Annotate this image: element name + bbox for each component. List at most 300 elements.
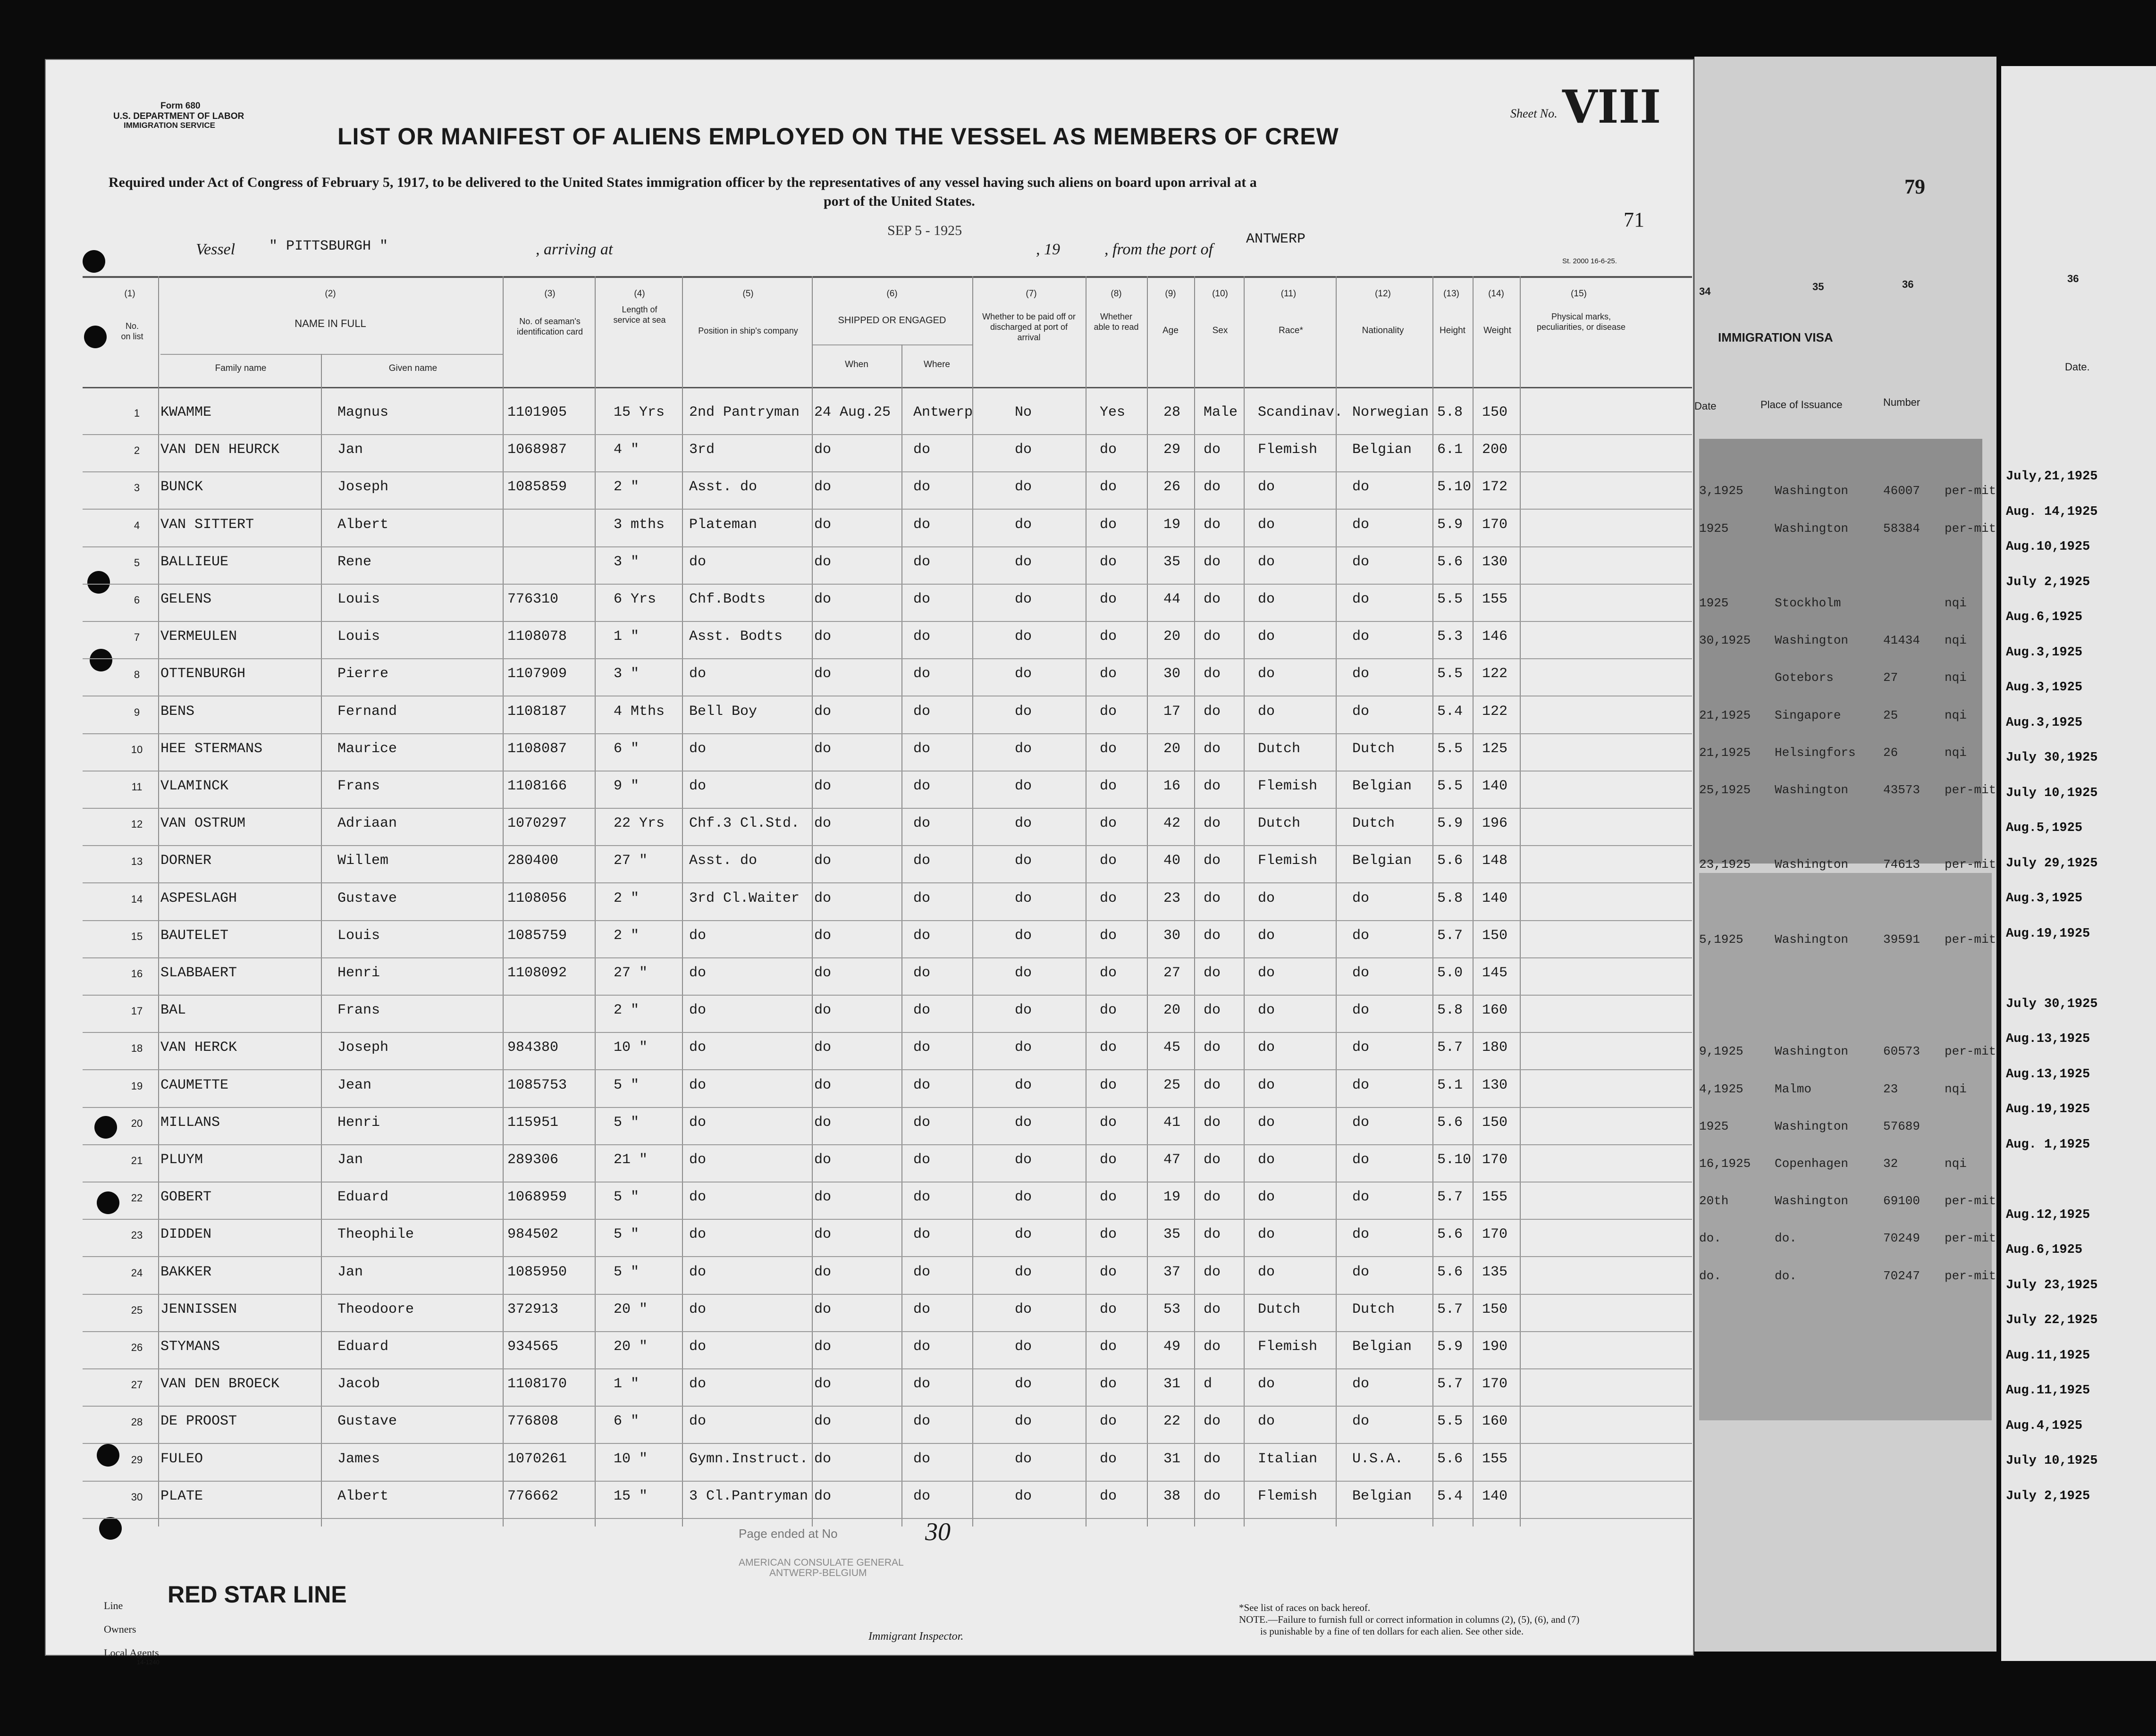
shipped-when: do: [814, 1077, 832, 1093]
shipped-when: do: [814, 1002, 832, 1019]
paid-off: do: [1015, 479, 1032, 495]
visa-check-date: July 30,1925: [2006, 751, 2098, 765]
height: 6.1: [1437, 442, 1463, 458]
visa-date: 16,1925: [1699, 1157, 1751, 1171]
weight: 190: [1482, 1339, 1508, 1355]
age: 31: [1163, 1451, 1181, 1467]
position: do: [689, 1114, 707, 1131]
visa-place: Washington: [1775, 783, 1849, 797]
row-rule: [83, 845, 1692, 846]
able-to-read: do: [1100, 778, 1117, 794]
visa-number: 46007: [1883, 484, 1920, 498]
visa-date: 30,1925: [1699, 633, 1751, 648]
visa-check-date: Aug. 14,1925: [2006, 504, 2098, 519]
shipped-when: do: [814, 890, 832, 906]
height: 5.9: [1437, 815, 1463, 832]
given-name: Theophile: [337, 1226, 414, 1243]
age: 28: [1163, 404, 1181, 420]
position: 3 Cl.Pantryman: [689, 1488, 808, 1504]
header-race: Race*: [1279, 326, 1303, 335]
weight: 172: [1482, 479, 1508, 495]
shipped-where: do: [913, 1413, 931, 1430]
paid-off: do: [1015, 591, 1032, 607]
row-rule: [83, 771, 1692, 772]
length-of-service: 4 Mths: [614, 703, 665, 720]
length-of-service: 2 ": [614, 890, 640, 906]
row-rule: [83, 957, 1692, 958]
table-row: [0, 1296, 1647, 1333]
shipped-when: do: [814, 1189, 832, 1206]
shipped-when: do: [814, 479, 832, 495]
id-card-number: 1070297: [507, 815, 567, 832]
shipped-when: do: [814, 778, 832, 794]
visa-number: 57689: [1883, 1119, 1920, 1133]
family-name: STYMANS: [160, 1339, 220, 1355]
agents-code: 14-1240: [137, 1659, 160, 1666]
race: Dutch: [1258, 1301, 1301, 1317]
shipped-when: do: [814, 1339, 832, 1355]
visa-check-date: July 2,1925: [2006, 575, 2090, 589]
visa-check-date: Aug.10,1925: [2006, 540, 2090, 554]
height: 5.5: [1437, 1413, 1463, 1430]
given-name: Albert: [337, 516, 389, 533]
nationality: do: [1352, 629, 1370, 645]
length-of-service: 22 Yrs: [614, 815, 665, 832]
height: 5.8: [1437, 890, 1463, 906]
visa-col-number: 36: [1902, 278, 1914, 290]
printer-mark: St. 2000 16-6-25.: [1562, 257, 1617, 265]
weight: 140: [1482, 1488, 1508, 1504]
sex: do: [1204, 1040, 1221, 1056]
table-top-rule: [83, 276, 1692, 278]
paid-off: do: [1015, 1226, 1032, 1243]
length-of-service: 27 ": [614, 853, 648, 869]
weight: 122: [1482, 703, 1508, 720]
age: 27: [1163, 965, 1181, 981]
weight: 160: [1482, 1002, 1508, 1019]
position: do: [689, 740, 707, 757]
nationality: do: [1352, 1040, 1370, 1056]
length-of-service: 2 ": [614, 479, 640, 495]
shipped-where: do: [913, 815, 931, 832]
sex: do: [1204, 778, 1221, 794]
visa-check-date: July,21,1925: [2006, 470, 2098, 484]
weight: 130: [1482, 1077, 1508, 1093]
table-row: [0, 1072, 1647, 1108]
visa-place: Washington: [1775, 1194, 1849, 1208]
age: 45: [1163, 1040, 1181, 1056]
row-number: 20: [131, 1117, 143, 1129]
family-name: JENNISSEN: [160, 1301, 237, 1317]
paid-off: do: [1015, 965, 1032, 981]
paid-off: do: [1015, 666, 1032, 682]
length-of-service: 15 Yrs: [614, 404, 665, 420]
height: 5.6: [1437, 554, 1463, 570]
sex: do: [1204, 1488, 1221, 1504]
shipped-where: do: [913, 1226, 931, 1243]
nationality: Belgian: [1352, 1339, 1412, 1355]
age: 37: [1163, 1264, 1181, 1280]
id-card-number: 372913: [507, 1301, 559, 1317]
consulate-stamp-line-1: AMERICAN CONSULATE GENERAL: [739, 1557, 904, 1568]
race: do: [1258, 629, 1275, 645]
weight: 160: [1482, 1413, 1508, 1430]
visa-mark: nqi: [1945, 633, 1967, 648]
nationality: Dutch: [1352, 815, 1395, 832]
paid-off: do: [1015, 703, 1032, 720]
col-num: (8): [1111, 289, 1122, 299]
race: do: [1258, 1002, 1275, 1019]
table-row: [0, 698, 1647, 735]
race: Flemish: [1258, 778, 1318, 794]
visa-place: Stockholm: [1775, 596, 1841, 610]
visa-place: Washington: [1775, 521, 1849, 536]
visa-check-date: July 10,1925: [2006, 1454, 2098, 1468]
date-col-header: Date.: [2065, 361, 2090, 373]
nationality: Dutch: [1352, 1301, 1395, 1317]
row-rule: [83, 733, 1692, 734]
height: 5.8: [1437, 1002, 1463, 1019]
age: 17: [1163, 703, 1181, 720]
position: Asst. do: [689, 479, 758, 495]
sex: do: [1204, 1301, 1221, 1317]
nationality: do: [1352, 890, 1370, 906]
sex: do: [1204, 1002, 1221, 1019]
port-of-departure: ANTWERP: [1246, 231, 1306, 247]
age: 38: [1163, 1488, 1181, 1504]
shipped-where: do: [913, 1339, 931, 1355]
shipped-where: do: [913, 1189, 931, 1206]
able-to-read: Yes: [1100, 404, 1126, 420]
weight: 200: [1482, 442, 1508, 458]
shipped-where: do: [913, 1040, 931, 1056]
race: do: [1258, 666, 1275, 682]
sex: Male: [1204, 404, 1238, 420]
race: do: [1258, 703, 1275, 720]
position: do: [689, 1002, 707, 1019]
length-of-service: 20 ": [614, 1339, 648, 1355]
family-name: DE PROOST: [160, 1413, 237, 1430]
visa-mark: per-mit: [1945, 1194, 1996, 1208]
position: do: [689, 778, 707, 794]
given-name: Albert: [337, 1488, 389, 1504]
age: 49: [1163, 1339, 1181, 1355]
weight: 122: [1482, 666, 1508, 682]
row-rule: [83, 1294, 1692, 1295]
length-of-service: 6 ": [614, 1413, 640, 1430]
visa-date: 21,1925: [1699, 745, 1751, 760]
able-to-read: do: [1100, 1339, 1117, 1355]
col-num: (15): [1571, 289, 1587, 299]
table-row: [0, 1109, 1647, 1146]
paid-off: do: [1015, 1488, 1032, 1504]
penalty-note-line-1: NOTE.—Failure to furnish full or correct information in columns (2), (5), (6), and (7): [1239, 1614, 1580, 1625]
shipped-when: do: [814, 815, 832, 832]
row-number: 14: [131, 893, 143, 905]
visa-check-date: Aug.11,1925: [2006, 1384, 2090, 1398]
position: do: [689, 1152, 707, 1168]
sex: do: [1204, 815, 1221, 832]
weight: 150: [1482, 404, 1508, 420]
family-name: VAN OSTRUM: [160, 815, 246, 832]
age: 26: [1163, 479, 1181, 495]
family-name: KWAMME: [160, 404, 212, 420]
row-number: 3: [134, 482, 140, 494]
position: Chf.Bodts: [689, 591, 766, 607]
age: 30: [1163, 666, 1181, 682]
col-num: (7): [1026, 289, 1037, 299]
table-row: [0, 922, 1647, 959]
visa-date: 5,1925: [1699, 932, 1743, 947]
position: do: [689, 1301, 707, 1317]
paid-off: do: [1015, 1152, 1032, 1168]
length-of-service: 10 ": [614, 1451, 648, 1467]
col-num: (13): [1443, 289, 1459, 299]
id-card-number: 984380: [507, 1040, 559, 1056]
line-label: Line: [104, 1600, 123, 1611]
race: do: [1258, 1114, 1275, 1131]
col-num: (1): [124, 289, 135, 299]
age: 20: [1163, 629, 1181, 645]
id-card-number: 776310: [507, 591, 559, 607]
visa-place: do.: [1775, 1268, 1797, 1283]
table-row: [0, 511, 1647, 548]
row-number: 5: [134, 556, 140, 569]
shipped-when: do: [814, 1376, 832, 1392]
table-row: [0, 810, 1647, 847]
visa-place: Washington: [1775, 1119, 1849, 1133]
id-card-number: 1108092: [507, 965, 567, 981]
position: do: [689, 1264, 707, 1280]
length-of-service: 1 ": [614, 629, 640, 645]
family-name: BAL: [160, 1002, 186, 1019]
position: do: [689, 1413, 707, 1430]
col-num: (10): [1212, 289, 1228, 299]
page-number-right: 79: [1904, 175, 1925, 198]
row-rule: [83, 808, 1692, 809]
shipped-where: do: [913, 554, 931, 570]
length-of-service: 9 ": [614, 778, 640, 794]
nationality: do: [1352, 1376, 1370, 1392]
position: do: [689, 666, 707, 682]
visa-place: do.: [1775, 1231, 1797, 1246]
row-rule: [83, 658, 1692, 659]
row-rule: [83, 509, 1692, 510]
visa-check-date: July 30,1925: [2006, 997, 2098, 1011]
shipped-when: do: [814, 1413, 832, 1430]
visa-check-date: Aug.19,1925: [2006, 1102, 2090, 1116]
height: 5.0: [1437, 965, 1463, 981]
length-of-service: 5 ": [614, 1226, 640, 1243]
shipped-where: do: [913, 1451, 931, 1467]
age: 42: [1163, 815, 1181, 832]
table-row: [0, 997, 1647, 1033]
weight: 170: [1482, 1376, 1508, 1392]
height: 5.8: [1437, 404, 1463, 420]
row-number: 6: [134, 594, 140, 606]
shipped-where: do: [913, 927, 931, 944]
arrival-date-stamp: SEP 5 - 1925: [887, 223, 962, 238]
shipped-when: do: [814, 1301, 832, 1317]
weight: 135: [1482, 1264, 1508, 1280]
paid-off: do: [1015, 442, 1032, 458]
table-row: [0, 1333, 1647, 1370]
age: 29: [1163, 442, 1181, 458]
age: 47: [1163, 1152, 1181, 1168]
shipped-where: do: [913, 591, 931, 607]
able-to-read: do: [1100, 442, 1117, 458]
age: 16: [1163, 778, 1181, 794]
paid-off: do: [1015, 1189, 1032, 1206]
row-rule: [83, 1219, 1692, 1220]
nationality: do: [1352, 1152, 1370, 1168]
weight: 155: [1482, 1451, 1508, 1467]
weight: 140: [1482, 778, 1508, 794]
given-name: Louis: [337, 591, 380, 607]
given-name: Magnus: [337, 404, 389, 420]
position: do: [689, 1226, 707, 1243]
height: 5.6: [1437, 1451, 1463, 1467]
given-name: Maurice: [337, 740, 397, 757]
able-to-read: do: [1100, 1002, 1117, 1019]
shipped-when: 24 Aug.25: [814, 404, 891, 420]
family-name: VLAMINCK: [160, 778, 229, 794]
able-to-read: do: [1100, 554, 1117, 570]
visa-sheet-shadow: [1699, 439, 1982, 864]
table-row: [0, 1221, 1647, 1258]
race: do: [1258, 516, 1275, 533]
arriving-label: , arriving at: [536, 241, 613, 258]
nationality: do: [1352, 554, 1370, 570]
position: Gymn.Instruct.: [689, 1451, 808, 1467]
height: 5.4: [1437, 703, 1463, 720]
paid-off: do: [1015, 927, 1032, 944]
race: Flemish: [1258, 442, 1318, 458]
header-weight: Weight: [1483, 326, 1511, 335]
visa-check-date: Aug.3,1925: [2006, 680, 2083, 695]
row-number: 12: [131, 818, 143, 830]
shipped-where: do: [913, 1301, 931, 1317]
visa-mark: nqi: [1945, 1157, 1967, 1171]
visa-number: 70247: [1883, 1268, 1920, 1283]
position: do: [689, 554, 707, 570]
length-of-service: 2 ": [614, 927, 640, 944]
table-row: [0, 1483, 1647, 1519]
weight: 155: [1482, 591, 1508, 607]
nationality: do: [1352, 703, 1370, 720]
race: do: [1258, 1413, 1275, 1430]
given-name: Jan: [337, 1152, 363, 1168]
family-name: PLUYM: [160, 1152, 203, 1168]
position: do: [689, 1040, 707, 1056]
header-sex: Sex: [1212, 326, 1228, 335]
visa-mark: nqi: [1945, 671, 1967, 685]
nationality: Belgian: [1352, 1488, 1412, 1504]
department-name: U.S. DEPARTMENT OF LABOR: [113, 111, 244, 121]
paid-off: do: [1015, 1264, 1032, 1280]
height: 5.6: [1437, 1114, 1463, 1131]
length-of-service: 5 ": [614, 1114, 640, 1131]
able-to-read: do: [1100, 666, 1117, 682]
visa-check-date: Aug.6,1925: [2006, 1243, 2083, 1257]
race: do: [1258, 1376, 1275, 1392]
shipped-when: do: [814, 853, 832, 869]
id-card-number: 1108166: [507, 778, 567, 794]
binder-hole: [83, 250, 105, 273]
able-to-read: do: [1100, 1301, 1117, 1317]
paid-off: do: [1015, 815, 1032, 832]
sex: do: [1204, 1264, 1221, 1280]
col-num: (12): [1375, 289, 1391, 299]
header-when: When: [845, 360, 868, 369]
page-ended-label: Page ended at No: [739, 1526, 838, 1541]
visa-mark: per-mit: [1945, 932, 1996, 947]
nationality: do: [1352, 479, 1370, 495]
visa-check-date: Aug.5,1925: [2006, 821, 2083, 835]
row-rule: [83, 1069, 1692, 1070]
length-of-service: 6 ": [614, 740, 640, 757]
visa-sheet-shadow-lower: [1699, 873, 1992, 1420]
paid-off: do: [1015, 853, 1032, 869]
race: Flemish: [1258, 853, 1318, 869]
paid-off: do: [1015, 740, 1032, 757]
row-rule: [83, 584, 1692, 585]
id-card-number: 1085950: [507, 1264, 567, 1280]
family-name: HEE STERMANS: [160, 740, 263, 757]
binder-hole: [84, 326, 107, 348]
weight: 145: [1482, 965, 1508, 981]
visa-number: 74613: [1883, 857, 1920, 872]
family-name: VAN SITTERT: [160, 516, 254, 533]
family-name: BENS: [160, 703, 195, 720]
sex: do: [1204, 1339, 1221, 1355]
visa-mark: per-mit: [1945, 521, 1996, 536]
paid-off: do: [1015, 1301, 1032, 1317]
given-name: Frans: [337, 778, 380, 794]
given-name: Henri: [337, 965, 380, 981]
position: Chf.3 Cl.Std.: [689, 815, 800, 832]
row-number: 29: [131, 1453, 143, 1466]
row-rule: [83, 621, 1692, 622]
length-of-service: 3 ": [614, 554, 640, 570]
visa-number: 25: [1883, 708, 1898, 722]
race: do: [1258, 1264, 1275, 1280]
name-subheader-rule: [160, 354, 503, 355]
race: do: [1258, 554, 1275, 570]
age: 31: [1163, 1376, 1181, 1392]
given-name: James: [337, 1451, 380, 1467]
binder-hole: [99, 1517, 122, 1540]
shipped-when: do: [814, 1226, 832, 1243]
given-name: Louis: [337, 927, 380, 944]
row-rule: [83, 471, 1692, 472]
paid-off: No: [1015, 404, 1032, 420]
sex: do: [1204, 1114, 1221, 1131]
header-no-on-list: No. on list: [121, 321, 143, 341]
race: Dutch: [1258, 740, 1301, 757]
row-number: 27: [131, 1379, 143, 1391]
nationality: Belgian: [1352, 853, 1412, 869]
sex: do: [1204, 1189, 1221, 1206]
weight: 180: [1482, 1040, 1508, 1056]
vessel-label: Vessel: [196, 241, 236, 258]
family-name: GELENS: [160, 591, 212, 607]
given-name: Eduard: [337, 1339, 389, 1355]
form-number: Form 680: [160, 101, 201, 111]
shipped-where: do: [913, 1376, 931, 1392]
position: 2nd Pantryman: [689, 404, 800, 420]
row-rule: [83, 1144, 1692, 1145]
